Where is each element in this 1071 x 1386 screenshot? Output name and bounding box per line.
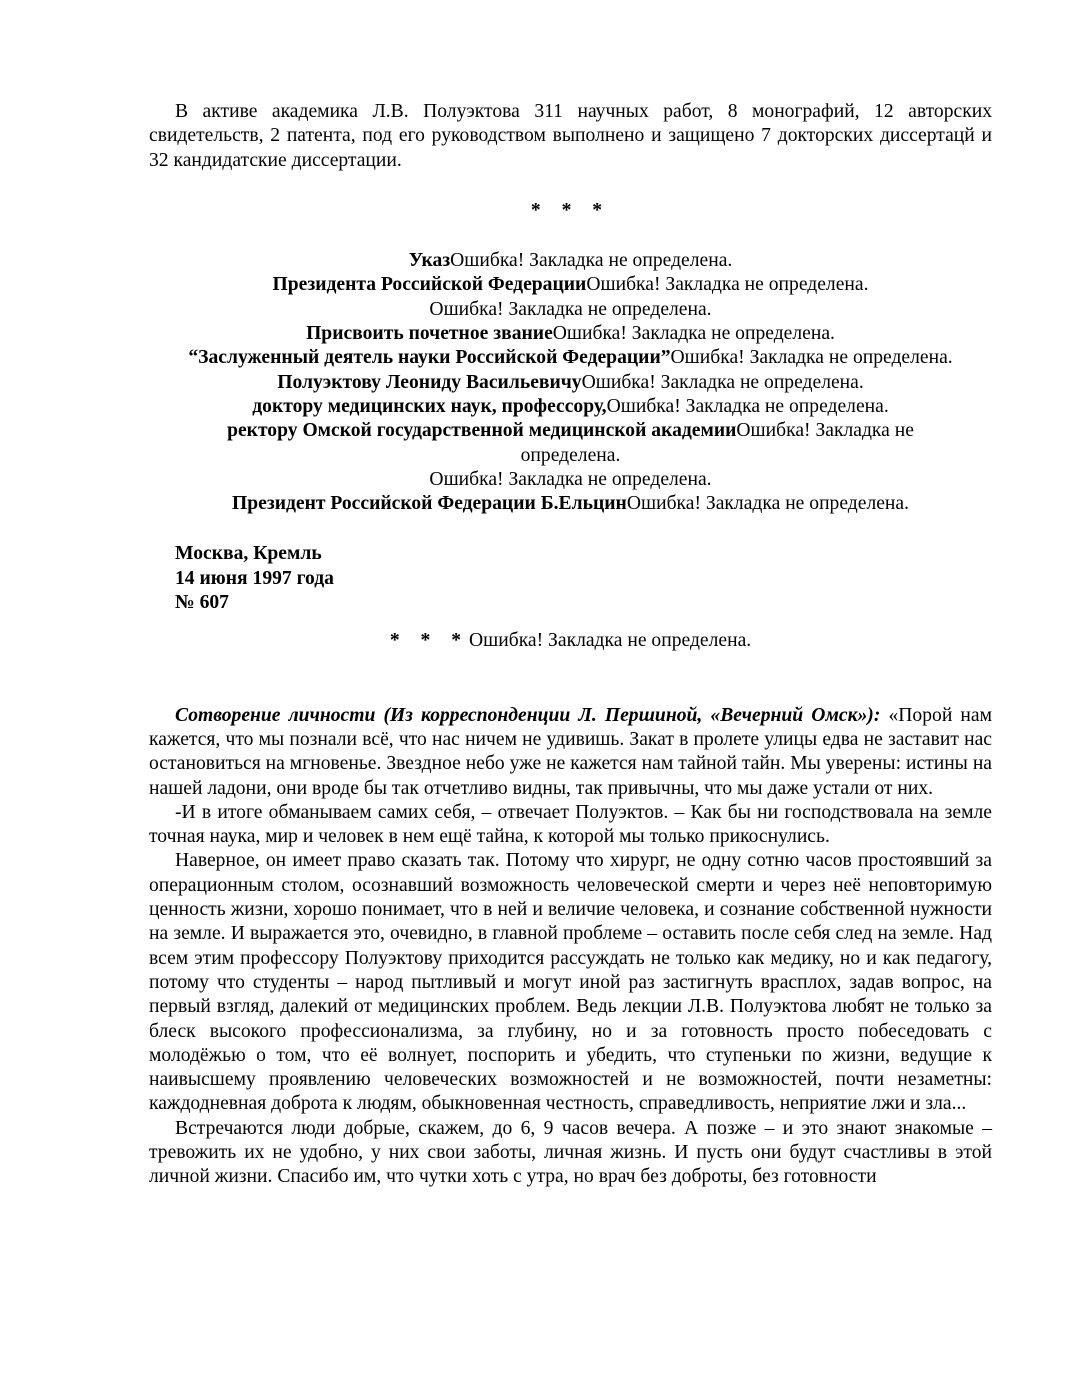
signature-block <box>149 542 992 615</box>
article-heading: Сотворение личности (Из корреспонденции Л. Першиной, «Вечерний Омск»): <box>175 704 881 726</box>
article-paragraph: -И в итоге обманываем самих себя, – отвечает Полуэктов. – Как бы ни господствовала на земле точная наука, мир и человек в нем ещё тайна, к которой мы только прикоснулись. <box>149 801 992 848</box>
separator: * * * <box>530 199 611 221</box>
signature-place: Москва, Кремль <box>175 543 322 565</box>
decree-line: Ошибка! Закладка не определена. <box>429 468 712 490</box>
decree-line: Полуэктову Леониду ВасильевичуОшибка! Закладка не определена. <box>277 371 864 393</box>
decree-line: Присвоить почетное званиеОшибка! Закладка не определена. <box>306 323 835 345</box>
decree-block <box>149 249 992 516</box>
decree-line: Президент Российской Федерации Б.ЕльцинОшибка! Закладка не определена. <box>231 493 910 515</box>
article <box>149 704 992 1190</box>
article-paragraph: Встречаются люди добрые, скажем, до 6, 9 часов вечера. А позже – и это знают знакомые – тревожить их не удобно, у них свои заботы, личная жизнь. И пусть они будут счастливы в этой личной жизни. Спасибо им, что чутки хоть с утра, но врач без доброты, без готовности <box>149 1117 992 1188</box>
decree-line: “Заслуженный деятель науки Российской Федерации”Ошибка! Закладка не определена. <box>188 347 953 369</box>
article-paragraph: Сотворение личности (Из корреспонденции Л. Першиной, «Вечерний Омск»): «Порой нам кажется, что мы познали всё, что нас ничем не удивишь. Закат в пролете улицы едва не заставит нас остановиться на мгновенье. Звездное небо уже не кажется нам тайной тайн. Мы уверены: истины на нашей ладони, они вроде бы так отчетливо видны, так привычны, что мы даже устали от них. <box>149 704 993 799</box>
signature-date: 14 июня 1997 года <box>175 567 334 589</box>
intro-paragraph: В активе академика Л.В. Полуэктова 311 научных работ, 8 монографий, 12 авторских свидетельств, 2 патента, под его руководством выполнено и защищено 7 докторских диссертацй и 32 кандидатские диссертации. <box>149 101 992 171</box>
decree-line: Ошибка! Закладка не определена. <box>429 298 712 320</box>
decree-line: УказОшибка! Закладка не определена. <box>408 250 733 272</box>
decree-line: Президента Российской ФедерацииОшибка! Закладка не определена. <box>272 274 869 296</box>
decree-line: доктору медицинских наук, профессору,Ошибка! Закладка не определена. <box>252 395 889 417</box>
article-paragraph: Наверное, он имеет право сказать так. Потому что хирург, не одну сотню часов простоявший за операционным столом, осознавший возможность человеческой смерти и через неё неповторимую ценность жизни, хорошо понимает, что в ней и величие человека, и сознание собственной нужности на земле. И выражается это, очевидно, в главной проблеме – оставить после себя след на земле. Над всем этим профессору Полуэктову приходится рассуждать не только как медику, но и как педагогу, потому что студенты – народ пытливый и могут иной раз застигнуть врасплох, задав вопрос, на первый взгляд, далекий от медицинских проблем. Ведь лекции Л.В. Полуэктова любят не только за блеск высокого профессионализма, за глубину, но и за готовность просто побеседовать с молодёжью о том, что её волнует, поспорить и убедить, что ступеньки по жизни, ведущие к наивысшему проявлению человеческих возможностей и не возможностей, почти незаметны: каждодневная доброта к людям, обыкновенная честность, справедливость, неприятие лжи и зла... <box>149 850 992 1115</box>
signature-number: № 607 <box>175 592 229 614</box>
decree-line: ректору Омской государственной медицинской академииОшибка! Закладка не определена. <box>227 420 914 466</box>
document-page <box>149 100 992 1190</box>
separator-with-error: * * *Ошибка! Закладка не определена. <box>389 630 752 652</box>
